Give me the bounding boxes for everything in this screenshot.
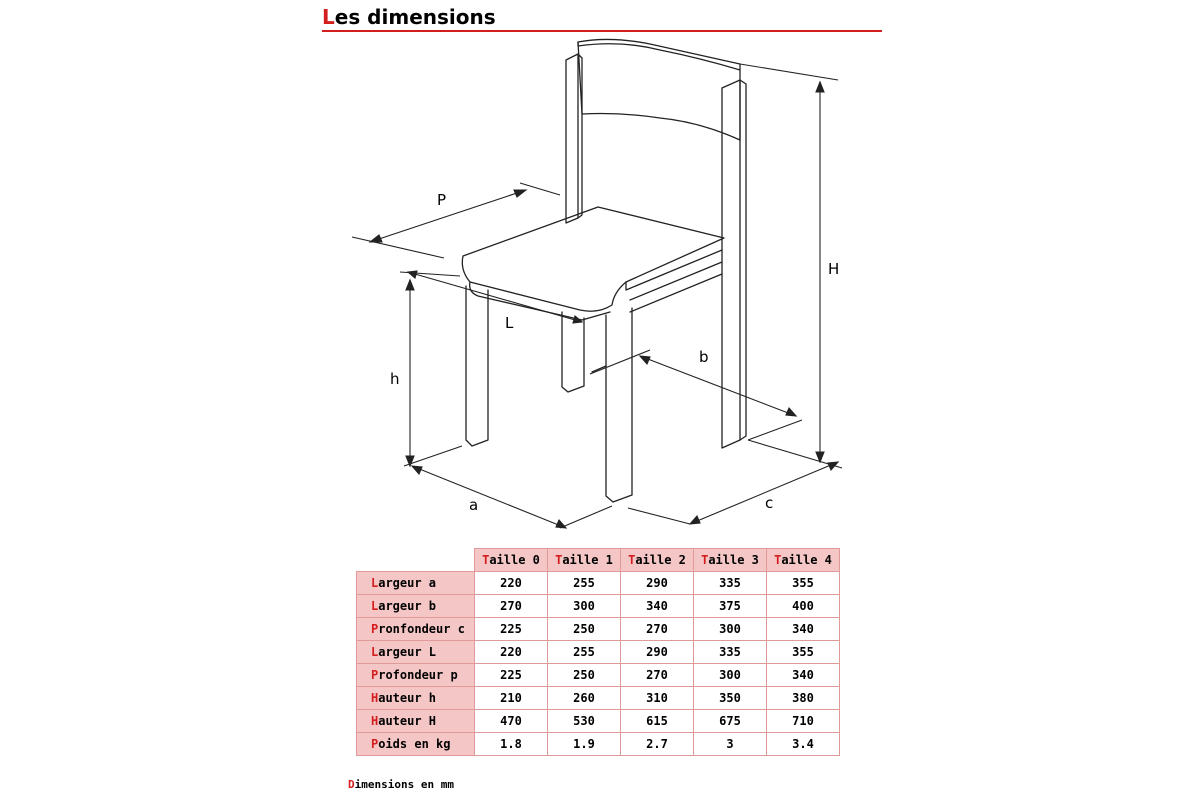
table-cell: 675 (694, 710, 767, 733)
row-header: Poids en kg (357, 733, 475, 756)
table-row (357, 664, 840, 687)
table-row (357, 641, 840, 664)
row-header: Hauteur h (357, 687, 475, 710)
table-cell: 255 (548, 572, 621, 595)
label-L: L (505, 314, 514, 332)
table-cell: 400 (767, 595, 840, 618)
table-cell: 335 (694, 572, 767, 595)
col-header: Taille 4 (767, 549, 840, 572)
table-cell: 220 (475, 641, 548, 664)
title-initial: L (322, 5, 335, 29)
table-cell: 220 (475, 572, 548, 595)
table-cell: 250 (548, 618, 621, 641)
table-cell: 290 (621, 572, 694, 595)
label-c: c (765, 494, 774, 512)
table-cell: 310 (621, 687, 694, 710)
table-cell: 250 (548, 664, 621, 687)
table-cell: 210 (475, 687, 548, 710)
row-header: Hauteur H (357, 710, 475, 733)
table-cell: 255 (548, 641, 621, 664)
row-header: Largeur L (357, 641, 475, 664)
row-header: Pronfondeur c (357, 618, 475, 641)
back-right-post (722, 80, 746, 448)
table-cell: 270 (621, 664, 694, 687)
label-b: b (699, 348, 709, 366)
label-P: P (437, 191, 447, 209)
table-cell: 3 (694, 733, 767, 756)
col-header: Taille 2 (621, 549, 694, 572)
table-cell: 710 (767, 710, 840, 733)
table-cell: 350 (694, 687, 767, 710)
dimensions-table (356, 548, 840, 756)
table-cell: 615 (621, 710, 694, 733)
table-row (357, 710, 840, 733)
table-cell: 1.8 (475, 733, 548, 756)
table-cell: 470 (475, 710, 548, 733)
table-cell: 340 (767, 618, 840, 641)
row-header: Largeur b (357, 595, 475, 618)
table-cell: 2.7 (621, 733, 694, 756)
table-cell: 225 (475, 618, 548, 641)
front-left-leg (466, 286, 488, 446)
table-cell: 270 (621, 618, 694, 641)
table-cell: 355 (767, 641, 840, 664)
table-cell: 530 (548, 710, 621, 733)
table-row (357, 595, 840, 618)
col-header: Taille 1 (548, 549, 621, 572)
table-cell: 380 (767, 687, 840, 710)
chair-seat (462, 207, 724, 311)
table-cell: 340 (621, 595, 694, 618)
table-cell: 340 (767, 664, 840, 687)
col-header: Taille 0 (475, 549, 548, 572)
front-right-leg (606, 308, 632, 502)
table-row (357, 618, 840, 641)
table-corner (357, 549, 475, 572)
label-a: a (469, 496, 479, 514)
table-cell: 225 (475, 664, 548, 687)
row-header: Profondeur p (357, 664, 475, 687)
label-H: H (828, 260, 840, 278)
footnote: Dimensions en mm (348, 778, 454, 791)
table-cell: 1.9 (548, 733, 621, 756)
table-row (357, 687, 840, 710)
col-header: Taille 3 (694, 549, 767, 572)
table-cell: 3.4 (767, 733, 840, 756)
label-h: h (390, 370, 400, 388)
dimensions-table-wrapper (356, 548, 840, 756)
title-rest: es dimensions (334, 5, 496, 29)
table-cell: 375 (694, 595, 767, 618)
back-left-leg (562, 312, 584, 392)
table-cell: 300 (548, 595, 621, 618)
row-header: Largeur a (357, 572, 475, 595)
table-cell: 335 (694, 641, 767, 664)
table-cell: 300 (694, 618, 767, 641)
table-cell: 290 (621, 641, 694, 664)
table-row (357, 733, 840, 756)
table-cell: 270 (475, 595, 548, 618)
table-cell: 260 (548, 687, 621, 710)
table-cell: 300 (694, 664, 767, 687)
chair-backrest (578, 39, 740, 140)
table-header-row (357, 549, 840, 572)
table-cell: 355 (767, 572, 840, 595)
table-row (357, 572, 840, 595)
